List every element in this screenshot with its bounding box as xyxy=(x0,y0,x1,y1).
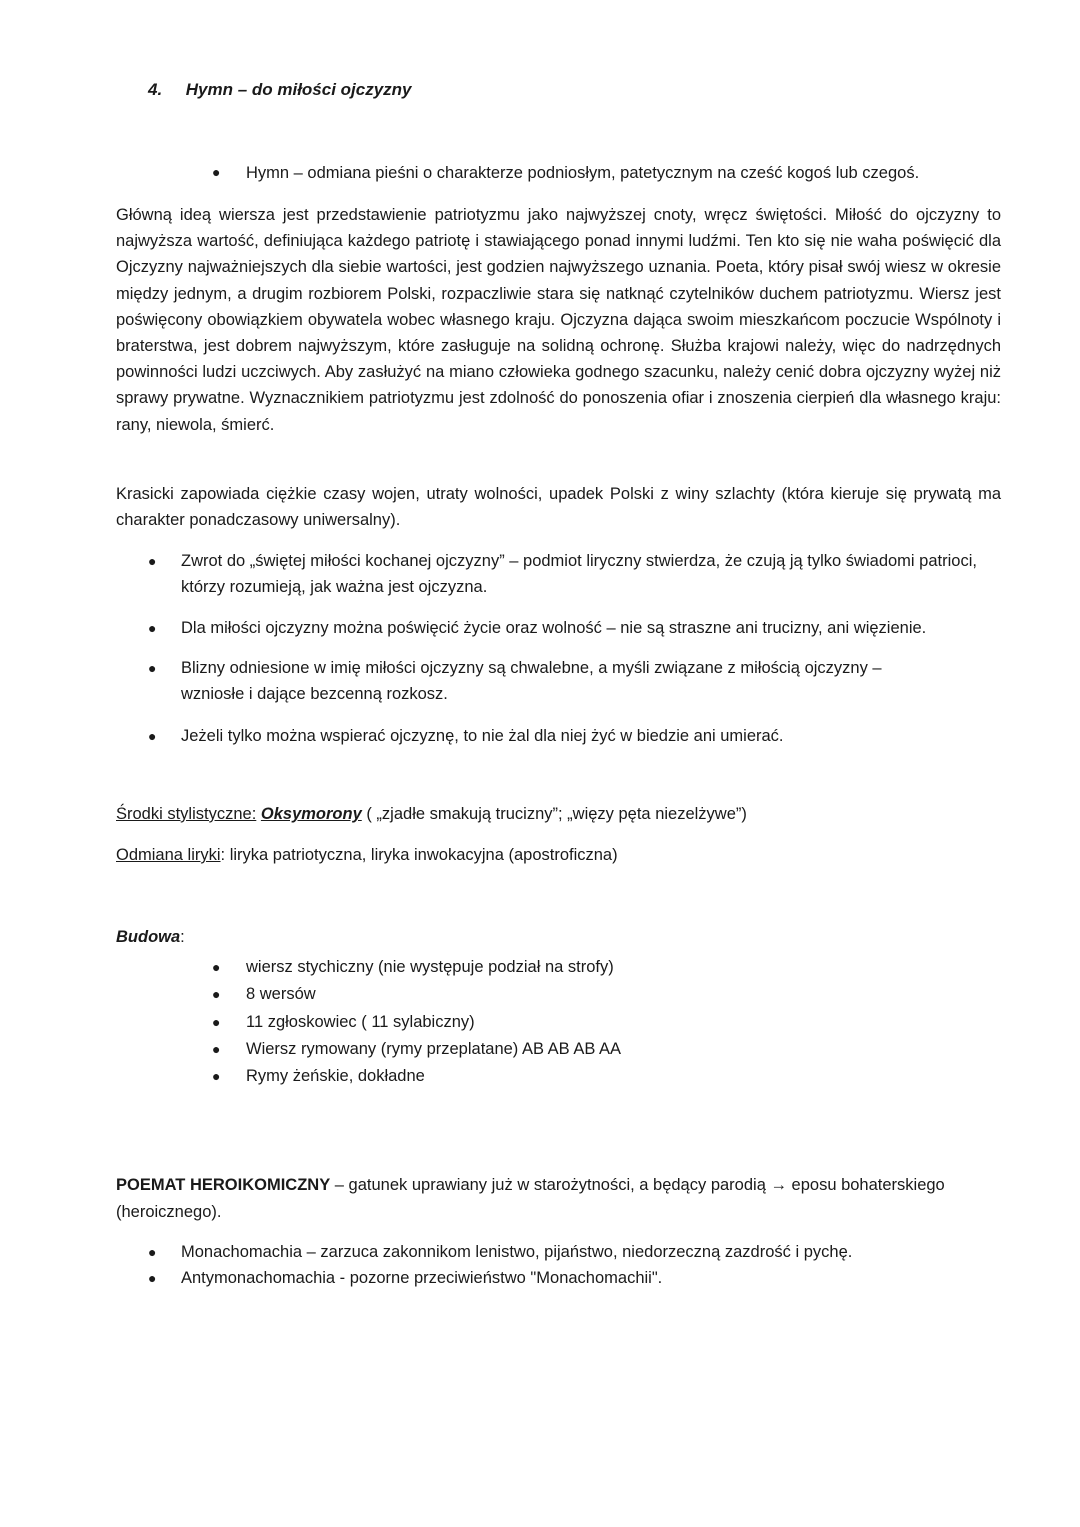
list-item-text: Antymonachomachia - pozorne przeciwieństwo "Monachomachii". xyxy=(181,1269,663,1287)
section-title: Hymn – do miłości ojczyzny xyxy=(185,80,412,99)
mock-heroic-list xyxy=(148,1239,852,1291)
lyric-type-label: Odmiana liryki xyxy=(116,846,221,864)
lyric-type-value: : liryka patriotyczna, liryka inwokacyjna (apostroficzna) xyxy=(220,846,618,864)
bullet-icon: ● xyxy=(212,959,221,975)
list-item xyxy=(148,723,1008,749)
bullet-icon: ● xyxy=(148,1270,157,1286)
bullet-icon: ● xyxy=(212,164,221,180)
definition-item xyxy=(212,164,919,183)
paragraph-krasicki: Krasicki zapowiada ciężkie czasy wojen, utraty wolności, upadek Polski z winy szlachty (która kieruje się prywatą ma charakter ponadczasowy uniwersalny). xyxy=(116,485,1001,530)
list-item xyxy=(148,1265,852,1291)
mock-heroic-term: POEMAT HEROIKOMICZNY xyxy=(116,1176,331,1194)
bullet-icon: ● xyxy=(212,986,221,1003)
structure-colon: : xyxy=(180,928,185,946)
list-item-text: Monachomachia – zarzuca zakonnikom lenistwo, pijaństwo, niedorzeczną zazdrość i pychę. xyxy=(181,1243,853,1261)
structure-heading xyxy=(116,928,185,947)
mock-heroic-definition xyxy=(116,1172,976,1225)
list-item-text: 8 wersów xyxy=(246,985,316,1004)
list-item-text: Wiersz rymowany (rymy przeplatane) AB AB AB AA xyxy=(246,1039,622,1058)
bullet-icon: ● xyxy=(148,620,157,636)
bullet-icon: ● xyxy=(212,1068,221,1085)
section-number: 4. xyxy=(148,80,163,99)
structure-label: Budowa xyxy=(116,928,181,946)
list-item xyxy=(212,1036,621,1063)
stylistic-devices-term: Oksymorony xyxy=(260,805,362,823)
section-heading xyxy=(148,80,412,100)
mock-heroic-text: – gatunek uprawiany już w starożytności, a będący parodią → eposu bohaterskiego (heroicznego). xyxy=(116,1176,945,1221)
list-item-text: Dla miłości ojczyzny można poświęcić życie oraz wolność – nie są straszne ani trucizny, ani więzienie. xyxy=(181,619,927,637)
list-item-text: wiersz stychiczny (nie występuje podział na strofy) xyxy=(246,958,614,976)
definition-text: Hymn – odmiana pieśni o charakterze podniosłym, patetycznym na cześć kogoś lub czegoś. xyxy=(246,164,920,182)
list-item-text: Rymy żeńskie, dokładne xyxy=(246,1067,425,1086)
list-item xyxy=(148,1239,852,1265)
bullet-icon: ● xyxy=(148,553,157,569)
list-item xyxy=(212,1009,621,1036)
list-item xyxy=(212,981,621,1008)
list-item xyxy=(148,655,948,707)
list-item xyxy=(212,954,621,981)
paragraph-main-idea: Główną ideą wiersza jest przedstawienie patriotyzmu jako najwyższej cnoty, wręcz świętości. Miłość do ojczyzny to najwyższa wartość, definiująca każdego patriotę i stawiającego ponad innymi ludźmi. Ten kto się nie waha poświęcić dla Ojczyzny najważniejszych dla siebie wartości, jest godzien najwyższego uznania. Poeta, który pisał swój wiesz w okresie między jednym, a drugim rozbiorem Polski, rozpaczliwie stara się natknąć czytelników duchem patriotyzmu. Wiersz jest poświęcony obowiązkiem obywatela wobec własnego kraju. Ojczyzna dająca swoim mieszkańcom poczucie Wspólnoty i braterstwa, jest dobrem najwyższym, które zasługuje na solidną ochronę. Służba krajowi należy, więc do nadrzędnych powinności ludzi uczciwych. Aby zasłużyć na miano człowieka godnego szacunku, należy cenić dobra ojczyzny wyżej niż sprawy prywatne. Wyznacznikiem patriotyzmu jest zdolność do ponoszenia ofiar i znoszenia cierpień dla własnego kraju: rany, niewola, śmierć. xyxy=(116,206,1001,434)
lyric-type xyxy=(116,846,618,865)
list-item xyxy=(212,1063,621,1090)
bullet-icon: ● xyxy=(212,1013,221,1030)
bullet-icon: ● xyxy=(148,1244,157,1260)
structure-list xyxy=(212,954,621,1090)
stylistic-devices xyxy=(116,805,747,824)
bullet-icon: ● xyxy=(212,1040,221,1057)
bullet-icon: ● xyxy=(148,660,157,676)
stylistic-devices-examples: ( „zjadłe smakują trucizny”; „więzy pęta niezelżywe”) xyxy=(361,805,747,823)
bullet-icon: ● xyxy=(148,728,157,744)
list-item-text: Jeżeli tylko można wspierać ojczyznę, to nie żal dla niej żyć w biedzie ani umierać. xyxy=(181,727,784,745)
list-item-text: Blizny odniesione w imię miłości ojczyzny są chwalebne, a myśli związane z miłością ojczyzny – wzniosłe i dające bezcenną rozkosz. xyxy=(181,659,882,703)
list-item-text: Zwrot do „świętej miłości kochanej ojczyzny” – podmiot liryczny stwierdza, że czują ją tylko świadomi patrioci, którzy rozumieją, jak ważna jest ojczyzna. xyxy=(181,552,977,596)
list-item xyxy=(148,548,1008,600)
list-item xyxy=(148,615,1008,641)
list-item-text: 11 zgłoskowiec ( 11 sylabiczny) xyxy=(246,1012,475,1031)
stylistic-devices-label: Środki stylistyczne: xyxy=(116,805,257,823)
